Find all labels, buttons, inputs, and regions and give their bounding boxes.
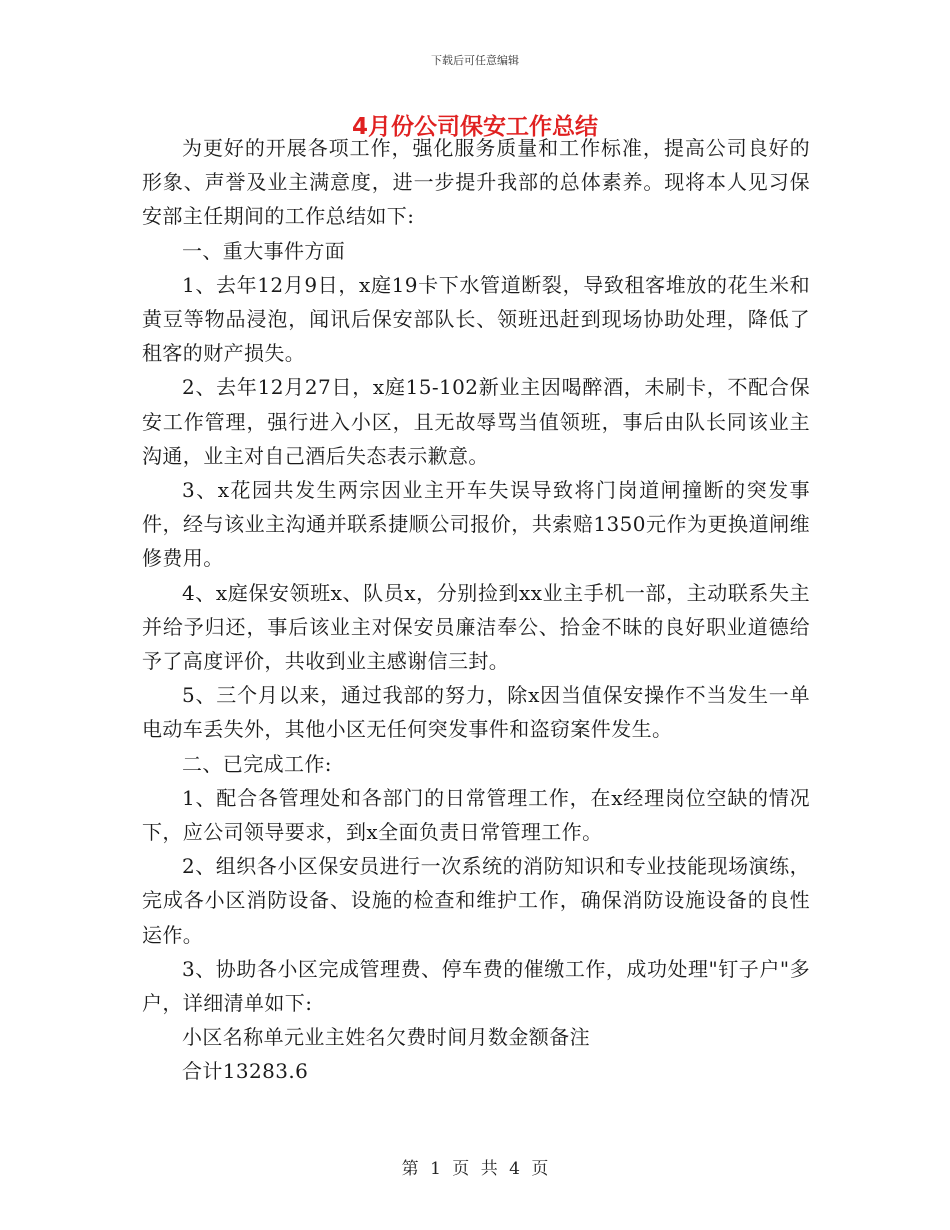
paragraph-event-4: 4、x庭保安领班x、队员x，分别捡到xx业主手机一部，主动联系失主并给予归还，事后该业主对保安员廉洁奉公、拾金不昧的良好职业道德给予了高度评价，共收到业主感谢信三封。 [142, 580, 810, 674]
table-total-line: 合计13283.6 [182, 1059, 309, 1084]
paragraph-event-1: 1、去年12月9日，x庭19卡下水管道断裂，导致租客堆放的花生米和黄豆等物品浸泡，闻讯后保安部队长、领班迅赶到现场协助处理，降低了租客的财产损失。 [142, 272, 810, 366]
paragraph-work-2: 2、组织各小区保安员进行一次系统的消防知识和专业技能现场演练，完成各小区消防设备、设施的检查和维护工作，确保消防设施设备的良性运作。 [142, 854, 810, 947]
document-body [142, 131, 810, 1089]
document-title: 4月份公司保安工作总结 [351, 114, 598, 140]
paragraph-event-2: 2、去年12月27日，x庭15-102新业主因喝醉酒，未刷卡，不配合保安工作管理，强行进入小区，且无故辱骂当值领班，事后由队长同该业主沟通，业主对自己酒后失态表示歉意。 [142, 375, 810, 468]
paragraph-event-5: 5、三个月以来，通过我部的努力，除x因当值保安操作不当发生一单电动车丢失外，其他小区无任何突发事件和盗窃案件发生。 [142, 683, 810, 742]
section-heading-completed-work: 二、已完成工作: [182, 751, 332, 776]
paragraph-intro: 为更好的开展各项工作，强化服务质量和工作标准，提高公司良好的形象、声誉及业主满意度，进一步提升我部的总体素养。现将本人见习保安部主任期间的工作总结如下: [142, 136, 810, 229]
page-header-note: 下载后可任意编辑 [431, 54, 519, 67]
paragraph-event-3: 3、x花园共发生两宗因业主开车失误导致将门岗道闸撞断的突发事件，经与该业主沟通并联系捷顺公司报价，共索赔1350元作为更换道闸维修费用。 [142, 478, 810, 571]
paragraph-work-1: 1、配合各管理处和各部门的日常管理工作，在x经理岗位空缺的情况下，应公司领导要求，到x全面负责日常管理工作。 [142, 785, 810, 845]
paragraph-work-3: 3、协助各小区完成管理费、停车费的催缴工作，成功处理"钉子户"多户，详细清单如下: [142, 956, 810, 1016]
page-number-footer: 第 1 页 共 4 页 [401, 1159, 549, 1179]
table-header-line: 小区名称单元业主姓名欠费时间月数金额备注 [182, 1025, 590, 1050]
section-heading-major-events: 一、重大事件方面 [182, 238, 346, 263]
